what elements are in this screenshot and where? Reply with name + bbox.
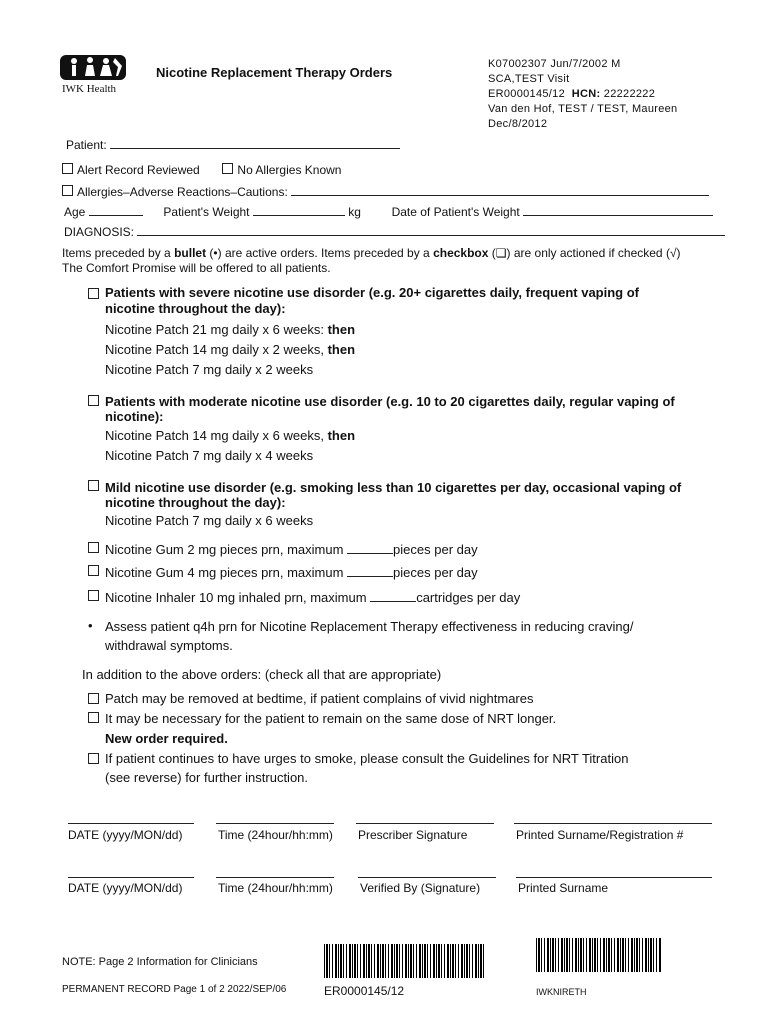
instructions-line-1: Items preceded by a bullet (•) are active orders. Items preceded by a checkbox (❏) are only actioned if checked (√) bbox=[62, 246, 681, 260]
alert-record-row: Alert Record Reviewed No Allergies Known bbox=[62, 163, 341, 177]
patient-field[interactable]: Patient: bbox=[66, 137, 400, 152]
time-label-2: Time (24hour/hh:mm) bbox=[218, 881, 333, 895]
age-field[interactable] bbox=[89, 204, 143, 216]
mild-order-checkbox[interactable] bbox=[88, 480, 99, 491]
date-label-1: DATE (yyyy/MON/dd) bbox=[68, 828, 183, 842]
new-order-required: New order required. bbox=[105, 731, 228, 746]
verified-signature-line[interactable] bbox=[358, 877, 496, 878]
moderate-title-cont: nicotine): bbox=[105, 409, 164, 424]
no-allergies-checkbox[interactable] bbox=[222, 163, 233, 174]
page-title: Nicotine Replacement Therapy Orders bbox=[156, 65, 393, 80]
patient-id-line: K07002307 Jun/7/2002 M bbox=[488, 58, 621, 70]
gum-4mg-order: Nicotine Gum 4 mg pieces prn, maximum pieces per day bbox=[105, 565, 478, 580]
inhaler-max-field[interactable] bbox=[370, 590, 416, 602]
same-dose-text: It may be necessary for the patient to remain on the same dose of NRT longer. bbox=[105, 711, 557, 726]
urges-checkbox[interactable] bbox=[88, 753, 99, 764]
urges-text: If patient continues to have urges to smoke, please consult the Guidelines for NRT Titration bbox=[105, 751, 629, 766]
date-line-2[interactable] bbox=[68, 877, 194, 878]
instructions-line-2: The Comfort Promise will be offered to all patients. bbox=[62, 261, 331, 275]
gum-2mg-max-field[interactable] bbox=[347, 542, 393, 554]
printed-surname-line[interactable] bbox=[516, 877, 712, 878]
patch-bedtime-text: Patch may be removed at bedtime, if patient complains of vivid nightmares bbox=[105, 691, 534, 706]
prescriber-signature-line[interactable] bbox=[356, 823, 494, 824]
allergies-field[interactable] bbox=[291, 184, 709, 196]
severe-title-cont: nicotine throughout the day): bbox=[105, 301, 286, 316]
mild-title: Mild nicotine use disorder (e.g. smoking less than 10 cigarettes per day, occasional vaping of bbox=[105, 480, 682, 495]
patient-er-line: ER0000145/12 HCN: 22222222 bbox=[488, 88, 656, 100]
severe-line-2: Nicotine Patch 14 mg daily x 2 weeks, then bbox=[105, 342, 356, 357]
alert-record-checkbox[interactable] bbox=[62, 163, 73, 174]
diagnosis-field[interactable] bbox=[137, 224, 725, 236]
printed-reg-line[interactable] bbox=[514, 823, 712, 824]
allergies-checkbox[interactable] bbox=[62, 185, 73, 196]
gum-4mg-max-field[interactable] bbox=[347, 565, 393, 577]
same-dose-checkbox[interactable] bbox=[88, 712, 99, 723]
page-note: NOTE: Page 2 Information for Clinicians bbox=[62, 956, 258, 968]
allergies-row: Allergies–Adverse Reactions–Cautions: bbox=[62, 184, 709, 199]
verified-label: Verified By (Signature) bbox=[360, 881, 481, 895]
inhaler-order: Nicotine Inhaler 10 mg inhaled prn, maximum cartridges per day bbox=[105, 590, 521, 605]
moderate-line-1: Nicotine Patch 14 mg daily x 6 weeks, then bbox=[105, 428, 356, 443]
time-label-1: Time (24hour/hh:mm) bbox=[218, 828, 333, 842]
printed-reg-label: Printed Surname/Registration # bbox=[516, 828, 684, 842]
severe-line-3: Nicotine Patch 7 mg daily x 2 weeks bbox=[105, 362, 314, 377]
weight-date-field[interactable] bbox=[523, 204, 713, 216]
barcode-2-text: IWKNIRETH bbox=[536, 987, 587, 997]
patient-visit-line: SCA,TEST Visit bbox=[488, 73, 570, 85]
gum-4mg-checkbox[interactable] bbox=[88, 565, 99, 576]
inhaler-checkbox[interactable] bbox=[88, 590, 99, 601]
severe-title: Patients with severe nicotine use disorder (e.g. 20+ cigarettes daily, frequent vaping of bbox=[105, 285, 639, 300]
date-label-2: DATE (yyyy/MON/dd) bbox=[68, 881, 183, 895]
barcode-1 bbox=[324, 944, 484, 978]
logo-wordmark: IWK Health bbox=[62, 83, 117, 95]
moderate-line-2: Nicotine Patch 7 mg daily x 4 weeks bbox=[105, 448, 314, 463]
patient-physician-line: Van den Hof, TEST / TEST, Maureen bbox=[488, 103, 678, 115]
severe-order-checkbox[interactable] bbox=[88, 288, 99, 299]
gum-2mg-checkbox[interactable] bbox=[88, 542, 99, 553]
patch-bedtime-checkbox[interactable] bbox=[88, 693, 99, 704]
printed-surname-label: Printed Surname bbox=[518, 881, 609, 895]
time-line-1[interactable] bbox=[216, 823, 334, 824]
assess-line-1: Assess patient q4h prn for Nicotine Replacement Therapy effectiveness in reducing craving/ bbox=[105, 619, 634, 634]
moderate-order-checkbox[interactable] bbox=[88, 395, 99, 406]
diagnosis-row: DIAGNOSIS: bbox=[64, 224, 725, 239]
gum-2mg-order: Nicotine Gum 2 mg pieces prn, maximum pieces per day bbox=[105, 542, 478, 557]
age-weight-row: Age Patient's Weight kg Date of Patient's Weight bbox=[64, 204, 713, 219]
prescriber-label: Prescriber Signature bbox=[358, 828, 468, 842]
urges-text-cont: (see reverse) for further instruction. bbox=[105, 770, 309, 785]
assess-line-2: withdrawal symptoms. bbox=[105, 638, 233, 653]
mild-line-1: Nicotine Patch 7 mg daily x 6 weeks bbox=[105, 513, 314, 528]
permanent-record-footer: PERMANENT RECORD Page 1 of 2 2022/SEP/06 bbox=[62, 984, 287, 995]
moderate-title: Patients with moderate nicotine use disorder (e.g. 10 to 20 cigarettes daily, regular vaping of bbox=[105, 394, 675, 409]
barcode-1-text: ER0000145/12 bbox=[324, 984, 405, 998]
additional-intro: In addition to the above orders: (check all that are appropriate) bbox=[82, 667, 442, 682]
time-line-2[interactable] bbox=[216, 877, 334, 878]
weight-field[interactable] bbox=[253, 204, 345, 216]
bullet-icon: • bbox=[88, 618, 93, 633]
patient-date-line: Dec/8/2012 bbox=[488, 118, 548, 130]
mild-title-cont: nicotine throughout the day): bbox=[105, 495, 286, 510]
barcode-2 bbox=[536, 938, 662, 972]
severe-line-1: Nicotine Patch 21 mg daily x 6 weeks: then bbox=[105, 322, 356, 337]
date-line-1[interactable] bbox=[68, 823, 194, 824]
